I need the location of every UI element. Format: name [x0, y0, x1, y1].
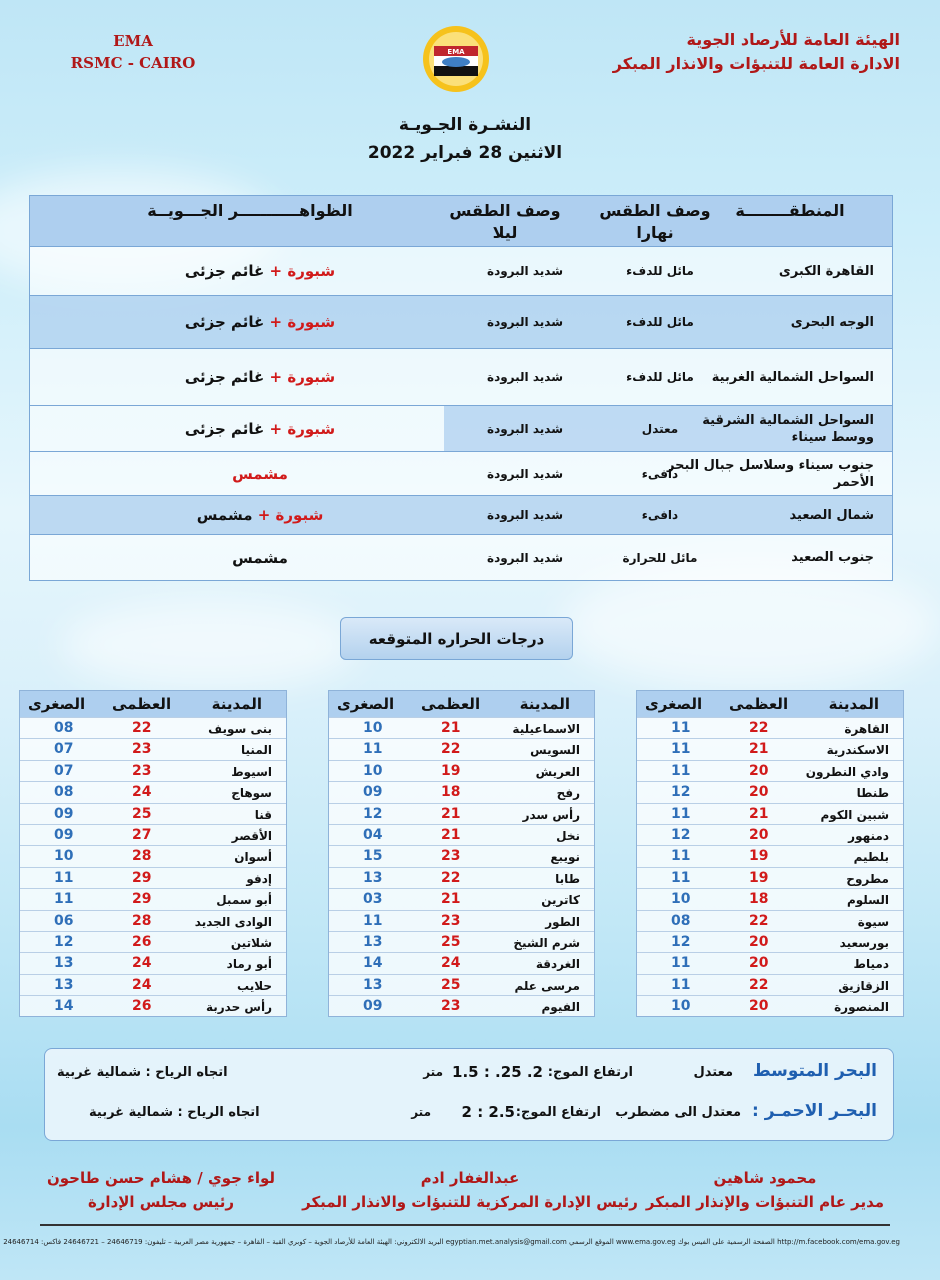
org-name-block — [580, 28, 900, 76]
max-temp: 23 — [441, 998, 461, 1015]
red-wave-label: ارتفاع الموج: — [515, 1105, 601, 1120]
night-cell: شديد البرودة — [486, 508, 564, 522]
max-temp: 22 — [749, 720, 769, 736]
table-row — [637, 845, 903, 866]
table-row — [20, 781, 286, 802]
cloud-decoration — [60, 600, 360, 690]
med-wave-value: 1.5 : .25 .2 — [452, 1063, 543, 1081]
min-temp: 08 — [671, 912, 691, 929]
min-temp: 11 — [363, 741, 383, 758]
min-temp: 12 — [54, 933, 74, 950]
table-row — [329, 867, 594, 888]
table-row — [637, 995, 903, 1016]
city-name: الاسماعيلية — [512, 722, 580, 736]
footer-divider — [40, 1224, 890, 1226]
table-row — [20, 717, 286, 738]
city-name: السلوم — [846, 893, 889, 908]
phenomena-secondary: غائم جزئى — [184, 419, 265, 438]
day-cell: دافىء — [641, 508, 679, 522]
min-temp: 11 — [671, 805, 691, 822]
temps-table-upper-egypt — [19, 690, 287, 1017]
phenomena-primary: مشمس — [232, 464, 288, 483]
city-name: الأقصر — [231, 828, 272, 843]
signature-chairman — [36, 1166, 286, 1214]
day-cell: مائل للحرارة — [622, 550, 698, 565]
city-name: بنى سويف — [208, 722, 272, 736]
max-temp: 21 — [749, 805, 769, 822]
region-cell: جنوب سيناء وسلاسل جبال البحر الأحمر — [667, 457, 874, 490]
med-wave-label: ارتفاع الموج: — [547, 1065, 633, 1080]
min-temp: 08 — [54, 720, 74, 736]
phenomena-cell — [120, 349, 400, 405]
table-row — [329, 803, 594, 824]
phenomena-secondary: مشمس — [232, 548, 288, 567]
max-temp: 29 — [132, 869, 152, 886]
phenomena-secondary: غائم جزئى — [184, 262, 265, 280]
table-row — [30, 348, 892, 405]
max-temp: 25 — [441, 933, 461, 950]
red-wind-direction: اتجاه الرياح : شمالية غربية — [89, 1105, 260, 1120]
rsmc-label: RSMC - CAIRO — [70, 54, 196, 72]
city-name: الفيوم — [541, 1000, 580, 1015]
city-name: إدفو — [246, 871, 272, 886]
max-temp: 20 — [749, 998, 769, 1015]
table-row — [20, 824, 286, 845]
red-wave-unit: متر — [411, 1105, 431, 1119]
max-temp: 19 — [749, 848, 769, 865]
min-temp: 08 — [54, 784, 74, 801]
city-name: مرسى علم — [514, 978, 580, 993]
phenomena-cell — [120, 496, 400, 534]
red-sea-name: البحـر الاحمـر : — [752, 1101, 877, 1121]
city-name: طابا — [555, 871, 580, 886]
min-temp: 07 — [54, 741, 74, 758]
city-name: دمياط — [853, 957, 889, 972]
ema-logo — [416, 24, 496, 94]
min-temp: 10 — [671, 891, 691, 908]
city-name: الطور — [545, 914, 580, 929]
city-name: المنصورة — [834, 1000, 889, 1015]
city-name: الغردقة — [535, 957, 580, 972]
min-temp: 11 — [671, 720, 691, 736]
signature-title: رئيس الإدارة المركزية للتنبؤات والانذار المبكر — [302, 1193, 638, 1211]
signature-forecast-director — [630, 1166, 900, 1214]
city-name: نويبع — [550, 850, 580, 865]
phenomena-plus: + — [269, 419, 283, 438]
max-temp: 26 — [132, 933, 152, 950]
phenomena-plus: + — [257, 506, 271, 524]
phenomena-primary: شبورة — [287, 313, 336, 331]
table-row — [637, 974, 903, 995]
header-city: المدينة — [211, 695, 262, 713]
table-row — [20, 995, 286, 1016]
table-row — [637, 738, 903, 759]
region-cell: الوجه البحرى — [790, 314, 874, 330]
table-row — [329, 888, 594, 909]
night-cell: شديد البرودة — [486, 315, 564, 329]
header-city: المدينة — [519, 695, 570, 713]
table-row — [20, 974, 286, 995]
max-temp: 25 — [132, 805, 152, 822]
min-temp: 12 — [671, 933, 691, 950]
table-row — [637, 931, 903, 952]
max-temp: 21 — [441, 720, 461, 736]
max-temp: 19 — [749, 869, 769, 886]
table-row — [329, 910, 594, 931]
max-temp: 23 — [441, 848, 461, 865]
city-name: وادي النطرون — [805, 764, 889, 779]
night-cell: شديد البرودة — [486, 370, 564, 384]
city-name: أبو سمبل — [216, 893, 272, 908]
phenomena-primary: شبورة — [287, 368, 336, 386]
min-temp: 12 — [363, 805, 383, 822]
temps-table-header — [20, 691, 286, 717]
table-row — [637, 867, 903, 888]
min-temp: 11 — [54, 869, 74, 886]
city-name: طنطا — [856, 786, 889, 801]
max-temp: 21 — [749, 741, 769, 758]
max-temp: 23 — [132, 762, 152, 779]
min-temp: 14 — [54, 998, 74, 1015]
max-temp: 23 — [132, 741, 152, 758]
max-temp: 24 — [132, 976, 152, 993]
city-name: كاترين — [541, 893, 580, 908]
min-temp: 07 — [54, 762, 74, 779]
red-wave-value: 2 : 2.5 — [461, 1103, 515, 1121]
max-temp: 20 — [749, 784, 769, 801]
region-cell: القاهرة الكبرى — [778, 263, 874, 279]
city-name: رفح — [556, 786, 580, 801]
table-row — [637, 952, 903, 973]
table-row — [30, 295, 892, 348]
city-name: مطروح — [846, 871, 889, 886]
phenomena-cell — [120, 406, 400, 451]
max-temp: 29 — [132, 891, 152, 908]
min-temp: 15 — [363, 848, 383, 865]
table-row — [637, 717, 903, 738]
min-temp: 11 — [363, 912, 383, 929]
city-name: شبين الكوم — [820, 807, 889, 822]
max-temp: 24 — [441, 955, 461, 972]
header-min: الصغرى — [337, 695, 395, 713]
day-cell: مائل للدفء — [626, 264, 694, 278]
table-row — [20, 910, 286, 931]
city-name: قنا — [254, 807, 272, 822]
max-temp: 25 — [441, 976, 461, 993]
min-temp: 11 — [54, 891, 74, 908]
city-name: شلاتين — [230, 935, 272, 950]
temps-section-title: درجات الحراره المتوقعه — [340, 617, 573, 660]
table-row — [637, 910, 903, 931]
min-temp: 13 — [54, 976, 74, 993]
min-temp: 12 — [671, 784, 691, 801]
table-row — [20, 888, 286, 909]
city-name: السويس — [530, 743, 580, 758]
max-temp: 22 — [749, 976, 769, 993]
table-row — [30, 246, 892, 295]
city-name: بورسعيد — [839, 935, 889, 950]
phenomena-cell — [120, 247, 400, 295]
min-temp: 14 — [363, 955, 383, 972]
max-temp: 24 — [132, 784, 152, 801]
table-row — [30, 451, 892, 495]
bulletin-title: النشـرة الجـويـة — [398, 115, 532, 135]
region-cell: السواحل الشمالية الشرقية ووسط سيناء — [702, 412, 874, 445]
city-name: بلطيم — [853, 850, 889, 865]
header-day: وصف الطقس نهارا — [599, 201, 711, 242]
table-row — [637, 760, 903, 781]
max-temp: 28 — [132, 912, 152, 929]
phenomena-plus: + — [269, 368, 283, 386]
table-row — [30, 495, 892, 534]
min-temp: 09 — [363, 784, 383, 801]
signature-name: لواء جوي / هشام حسن طاحون — [46, 1169, 276, 1187]
svg-text:EMA: EMA — [447, 48, 465, 56]
table-row — [30, 405, 892, 451]
night-cell: شديد البرودة — [486, 550, 564, 565]
phenomena-cell — [120, 535, 400, 580]
header-phenomena: الظواهـــــــــــر الجـــويــة — [147, 201, 353, 220]
header-region: المنطقــــــــة — [735, 201, 845, 220]
city-name: أبو رماد — [226, 957, 272, 972]
org-code: EMA — [113, 32, 153, 50]
header-max: العظمى — [729, 695, 789, 713]
max-temp: 26 — [132, 998, 152, 1015]
footer-contact: http://m.facebook.com/ema.gov.eg الصفحة الرسمية على الفيس بوك www.ema.gov.eg الموقع الرسمي egyptian.met.analysis@gmail.com البريد الالكتروني: الهيئة العامة للأرصاد الجوية – كوبري القبة – القاهرة – جمهورية مصر العربية – تليفون: 24646719 – 24646721 فاكس: 24646714 — [3, 1238, 900, 1246]
phenomena-primary: شبورة — [287, 419, 336, 438]
min-temp: 11 — [671, 741, 691, 758]
table-row — [329, 952, 594, 973]
header-max: العظمى — [421, 695, 481, 713]
city-name: اسيوط — [231, 764, 272, 779]
table-row — [20, 931, 286, 952]
max-temp: 19 — [441, 762, 461, 779]
max-temp: 20 — [749, 826, 769, 843]
city-name: الزقازيق — [838, 978, 889, 993]
temps-table-header — [637, 691, 903, 717]
min-temp: 04 — [363, 826, 383, 843]
max-temp: 23 — [441, 912, 461, 929]
max-temp: 18 — [749, 891, 769, 908]
max-temp: 20 — [749, 933, 769, 950]
region-cell: شمال الصعيد — [789, 507, 874, 523]
city-name: شرم الشيخ — [513, 935, 580, 950]
max-temp: 22 — [132, 720, 152, 736]
weather-table-header — [30, 196, 892, 246]
phenomena-secondary: مشمس — [196, 506, 253, 524]
table-row — [329, 738, 594, 759]
phenomena-cell — [120, 296, 400, 348]
signature-name: محمود شاهين — [713, 1169, 817, 1187]
min-temp: 11 — [671, 762, 691, 779]
day-cell: مائل للدفء — [626, 315, 694, 329]
min-temp: 11 — [671, 848, 691, 865]
region-cell: السواحل الشمالية الغربية — [711, 369, 874, 385]
table-row — [20, 760, 286, 781]
city-name: حلايب — [237, 978, 272, 993]
city-name: رأس سدر — [522, 807, 580, 822]
night-cell: شديد البرودة — [486, 466, 564, 481]
med-wave-unit: متر — [423, 1065, 443, 1079]
day-cell: مائل للدفء — [626, 370, 694, 384]
table-row — [637, 803, 903, 824]
table-row — [20, 803, 286, 824]
min-temp: 09 — [363, 998, 383, 1015]
max-temp: 28 — [132, 848, 152, 865]
max-temp: 21 — [441, 891, 461, 908]
min-temp: 11 — [671, 955, 691, 972]
min-temp: 10 — [54, 848, 74, 865]
med-sea-state: معتدل — [693, 1065, 733, 1080]
city-name: سوهاج — [231, 786, 272, 801]
city-name: المنيا — [241, 743, 272, 758]
max-temp: 27 — [132, 826, 152, 843]
max-temp: 21 — [441, 826, 461, 843]
max-temp: 22 — [749, 912, 769, 929]
min-temp: 12 — [671, 826, 691, 843]
signature-title: مدير عام التنبؤات والإنذار المبكر — [645, 1193, 885, 1211]
table-row — [20, 867, 286, 888]
city-name: القاهرة — [844, 722, 889, 736]
table-row — [30, 534, 892, 580]
day-cell: دافىء — [641, 466, 679, 481]
max-temp: 20 — [749, 955, 769, 972]
min-temp: 13 — [363, 869, 383, 886]
max-temp: 22 — [441, 869, 461, 886]
min-temp: 09 — [54, 805, 74, 822]
min-temp: 13 — [54, 955, 74, 972]
med-wind-direction: اتجاه الرياح : شمالية غربية — [57, 1065, 228, 1080]
min-temp: 13 — [363, 976, 383, 993]
header-min: الصغرى — [28, 695, 86, 713]
phenomena-primary: شبورة — [275, 506, 324, 524]
city-name: الاسكندرية — [826, 743, 889, 758]
min-temp: 06 — [54, 912, 74, 929]
city-name: نخل — [556, 828, 580, 843]
table-row — [637, 824, 903, 845]
city-name: الوادى الجديد — [194, 914, 272, 929]
min-temp: 11 — [671, 869, 691, 886]
table-row — [20, 845, 286, 866]
table-row — [637, 888, 903, 909]
min-temp: 09 — [54, 826, 74, 843]
red-sea-state: معتدل الى مضطرب — [615, 1105, 741, 1120]
city-name: دمنهور — [848, 828, 889, 843]
org-name: الهيئة العامة للأرصاد الجوية — [686, 30, 900, 49]
dept-name: الادارة العامة للتنبؤات والانذار المبكر — [612, 54, 900, 73]
signature-name: عبدالغفار ادم — [420, 1169, 520, 1187]
min-temp: 10 — [363, 762, 383, 779]
max-temp: 21 — [441, 805, 461, 822]
bulletin-date: الاثنين 28 فبراير 2022 — [367, 143, 563, 163]
city-name: العريش — [535, 764, 580, 779]
table-row — [20, 738, 286, 759]
min-temp: 11 — [671, 976, 691, 993]
med-sea-name: البحر المتوسط — [752, 1061, 877, 1081]
sea-state-box — [44, 1048, 894, 1141]
phenomena-secondary: غائم جزئى — [184, 313, 265, 331]
temps-table-sinai — [328, 690, 595, 1017]
min-temp: 03 — [363, 891, 383, 908]
table-row — [329, 845, 594, 866]
region-cell: جنوب الصعيد — [791, 550, 874, 565]
table-row — [329, 974, 594, 995]
phenomena-plus: + — [269, 262, 283, 280]
phenomena-secondary: غائم جزئى — [184, 368, 265, 386]
weather-table — [29, 195, 893, 581]
city-name: أسوان — [234, 850, 272, 865]
table-row — [329, 824, 594, 845]
max-temp: 24 — [132, 955, 152, 972]
header-night: وصف الطقس ليلا — [449, 201, 561, 242]
city-name: رأس حدربة — [205, 1000, 272, 1015]
night-cell: شديد البرودة — [486, 421, 564, 436]
min-temp: 10 — [363, 720, 383, 736]
phenomena-plus: + — [269, 313, 283, 331]
table-row — [20, 952, 286, 973]
phenomena-cell — [120, 452, 400, 495]
header-city: المدينة — [828, 695, 879, 713]
table-row — [329, 717, 594, 738]
max-temp: 18 — [441, 784, 461, 801]
table-row — [329, 995, 594, 1016]
table-row — [329, 781, 594, 802]
temps-table-delta — [636, 690, 904, 1017]
signature-title: رئيس مجلس الإدارة — [87, 1193, 235, 1211]
day-cell: معتدل — [641, 421, 679, 436]
temps-table-header — [329, 691, 594, 717]
max-temp: 20 — [749, 762, 769, 779]
header-max: العظمى — [112, 695, 172, 713]
table-row — [329, 931, 594, 952]
table-row — [637, 781, 903, 802]
phenomena-primary: شبورة — [287, 262, 336, 280]
min-temp: 13 — [363, 933, 383, 950]
night-cell: شديد البرودة — [486, 264, 564, 278]
max-temp: 22 — [441, 741, 461, 758]
org-code-block — [58, 30, 208, 74]
city-name: سيوة — [857, 914, 889, 929]
min-temp: 10 — [671, 998, 691, 1015]
table-row — [329, 760, 594, 781]
signature-central-director — [300, 1166, 640, 1214]
header-min: الصغرى — [645, 695, 703, 713]
